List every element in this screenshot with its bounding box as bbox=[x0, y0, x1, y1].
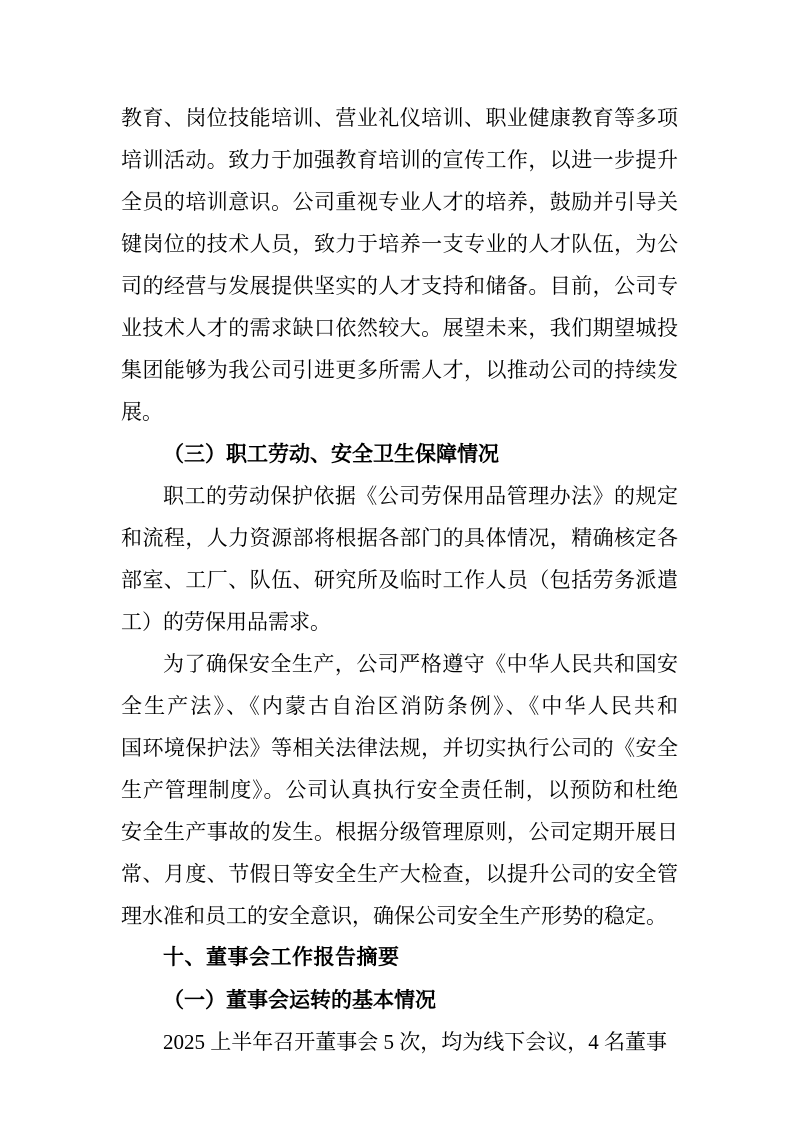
text-line: 安全生产事故的发生。根据分级管理原则，公司定期开展日 bbox=[121, 820, 678, 844]
text-line: 生产管理制度》。公司认真执行安全责任制，以预防和杜绝 bbox=[121, 778, 678, 802]
text-line: 业技术人才的需求缺口依然较大。展望未来，我们期望城投 bbox=[121, 316, 678, 340]
chapter-heading-board-report: 十、董事会工作报告摘要 bbox=[163, 946, 400, 969]
text-line: 和流程，人力资源部将根据各部门的具体情况，精确核定各 bbox=[121, 526, 678, 550]
text-line: 司的经营与发展提供坚实的人才支持和储备。目前，公司专 bbox=[121, 274, 678, 298]
text-line: 集团能够为我公司引进更多所需人才，以推动公司的持续发 bbox=[121, 358, 678, 382]
text-line: 国环境保护法》等相关法律法规，并切实执行公司的《安全 bbox=[121, 736, 678, 760]
text-line: 理水准和员工的安全意识，确保公司安全生产形势的稳定。 bbox=[121, 904, 667, 928]
paragraph bbox=[121, 1021, 678, 1063]
paragraph bbox=[121, 97, 678, 433]
text-line: 教育、岗位技能培训、营业礼仪培训、职业健康教育等多项 bbox=[121, 106, 678, 130]
text-line: 部室、工厂、队伍、研究所及临时工作人员（包括劳务派遣 bbox=[121, 568, 678, 592]
text-line: 职工的劳动保护依据《公司劳保用品管理办法》的规定 bbox=[163, 484, 678, 508]
text-line: 工）的劳保用品需求。 bbox=[121, 610, 331, 634]
text-line: 键岗位的技术人员，致力于培养一支专业的人才队伍，为公 bbox=[121, 232, 678, 256]
text-line: 培训活动。致力于加强教育培训的宣传工作，以进一步提升 bbox=[121, 148, 678, 172]
section-heading-labor-safety: （三）职工劳动、安全卫生保障情况 bbox=[163, 442, 499, 466]
text-line: 展。 bbox=[121, 400, 163, 424]
paragraph bbox=[121, 643, 678, 937]
text-line: 常、月度、节假日等安全生产大检查，以提升公司的安全管 bbox=[121, 862, 678, 886]
text-line: 全生产法》、《内蒙古自治区消防条例》、《中华人民共和 bbox=[121, 694, 678, 718]
text-line: 2025 上半年召开董事会 5 次，均为线下会议，4 名董事 bbox=[163, 1030, 667, 1054]
section-heading-board-operation: （一）董事会运转的基本情况 bbox=[163, 988, 436, 1012]
text-line: 全员的培训意识。公司重视专业人才的培养，鼓励并引导关 bbox=[121, 190, 678, 214]
paragraph bbox=[121, 475, 678, 643]
text-line: 为了确保安全生产，公司严格遵守《中华人民共和国安 bbox=[163, 652, 678, 676]
